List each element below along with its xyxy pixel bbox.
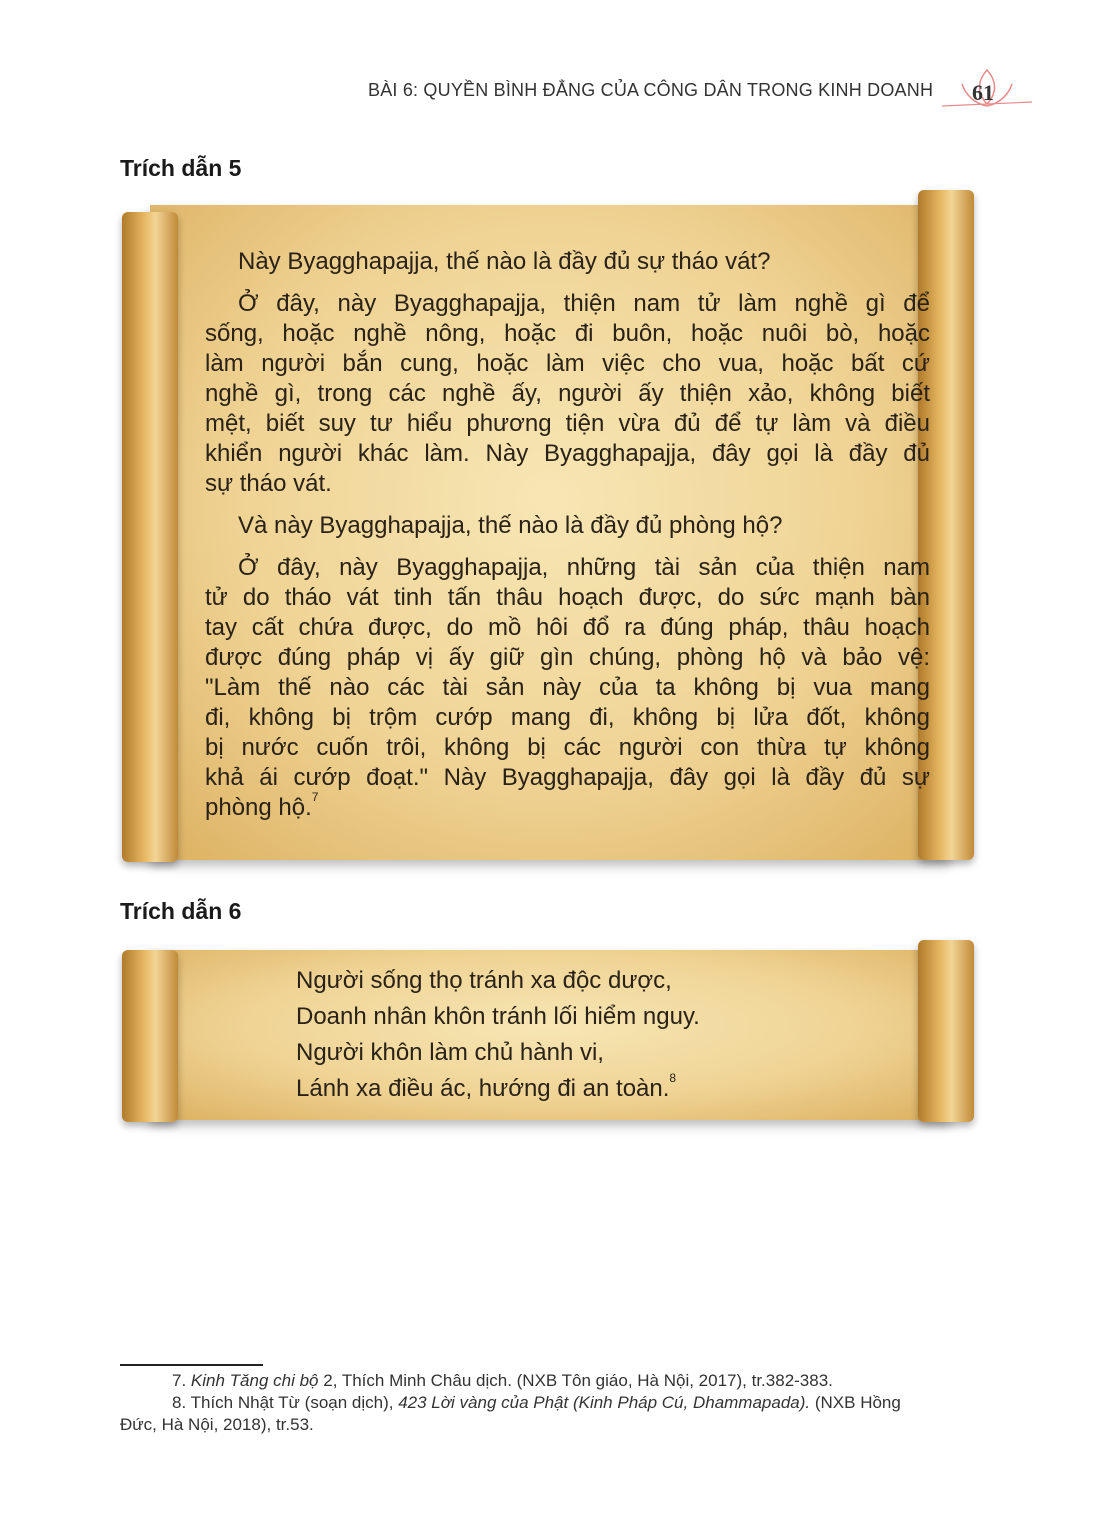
footnote-8: [172, 1393, 901, 1413]
quote-5-heading: Trích dẫn 5: [120, 155, 242, 181]
quote-line: Ở đây, này Byagghapajja, những tài sản của thiện nam: [238, 554, 930, 581]
footnote-title: Kinh Tăng chi bộ: [190, 1371, 319, 1390]
footnote-8-continued: Đức, Hà Nội, 2018), tr.53.: [120, 1415, 314, 1434]
quote-line: làm người bắn cung, hoặc làm việc cho vua, hoặc bất cứ: [205, 350, 930, 377]
scroll-roll-left: [122, 950, 178, 1122]
quote-6-heading: Trích dẫn 6: [120, 898, 242, 924]
scroll-roll-right: [918, 940, 974, 1122]
poem-line: Doanh nhân khôn tránh lối hiểm nguy.: [296, 1003, 700, 1030]
quote-line: khiển người khác làm. Này Byagghapajja, đây gọi là đầy đủ: [205, 440, 930, 467]
quote-line: sự tháo vát.: [205, 470, 332, 497]
quote-line: Này Byagghapajja, thế nào là đầy đủ sự tháo vát?: [238, 248, 771, 275]
footnote-number: 7.: [172, 1371, 187, 1390]
footnote-number: 8.: [172, 1393, 187, 1412]
footnote-7: [172, 1371, 833, 1391]
footnote-text: Thích Nhật Từ (soạn dịch),: [190, 1393, 399, 1412]
quote-line: Và này Byagghapajja, thế nào là đầy đủ phòng hộ?: [238, 512, 783, 539]
poem-line: Người khôn làm chủ hành vi,: [296, 1039, 604, 1066]
quote-line: tay cất chứa được, do mồ hôi đổ ra đúng pháp, thâu hoạch: [205, 614, 930, 641]
footnote-text: 2, Thích Minh Châu dịch. (NXB Tôn giáo, Hà Nội, 2017), tr.382-383.: [318, 1371, 833, 1390]
footnote-rule: [120, 1364, 263, 1366]
footnote-title: 423 Lời vàng của Phật (Kinh Pháp Cú, Dhammapada).: [398, 1393, 811, 1412]
quote-line: phòng hộ.$^7$: [205, 790, 319, 821]
scroll-roll-left: [122, 212, 178, 862]
running-header: BÀI 6: QUYỀN BÌNH ĐẲNG CỦA CÔNG DÂN TRONG KINH DOANH: [368, 80, 934, 100]
quote-line: được đúng pháp vị ấy giữ gìn chúng, phòng hộ và bảo vệ:: [205, 644, 930, 671]
quote-line: khả ái cướp đoạt." Này Byagghapajja, đây gọi là đầy đủ sự: [205, 764, 930, 791]
footnote-reference[interactable]: 8: [669, 1071, 677, 1085]
quote-line: "Làm thế nào các tài sản này của ta không bị vua mang: [205, 674, 930, 701]
quote-line: đi, không bị trộm cướp mang đi, không bị lửa đốt, không: [205, 704, 930, 731]
quote-line: sống, hoặc nghề nông, hoặc đi buôn, hoặc nuôi bò, hoặc: [205, 320, 930, 347]
poem-line: Lánh xa điều ác, hướng đi an toàn.$^8$: [296, 1071, 677, 1102]
quote-line: mệt, biết suy tư hiểu phương tiện vừa đủ để tự làm và điều: [205, 410, 930, 437]
poem-line: Người sống thọ tránh xa độc dược,: [296, 967, 672, 994]
quote-line: bị nước cuốn trôi, không bị các người con thừa tự không: [205, 734, 930, 761]
page-number: 61: [972, 80, 994, 105]
footnote-text: (NXB Hồng: [810, 1393, 901, 1412]
quote-line: Ở đây, này Byagghapajja, thiện nam tử làm nghề gì để: [238, 290, 930, 317]
footnote-reference[interactable]: 7: [311, 790, 319, 804]
quote-line: tử do tháo vát tinh tấn thâu hoạch được, do sức mạnh bàn: [205, 584, 930, 611]
quote-line: nghề gì, trong các nghề ấy, người ấy thiện xảo, không biết: [205, 380, 930, 407]
